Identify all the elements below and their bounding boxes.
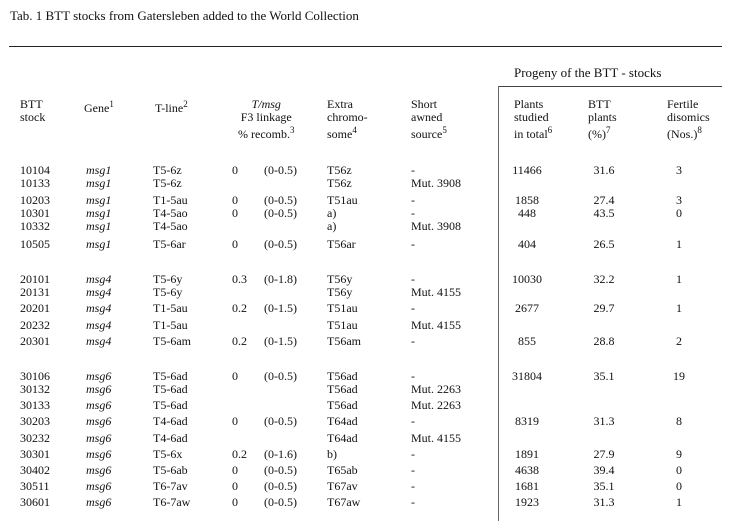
cell-extra-chromosome: T56y — [327, 272, 353, 286]
cell-tline: T5-6x — [153, 447, 183, 461]
cell-extra-chromosome: T64ad — [327, 431, 358, 445]
cell-tline: T4-6ad — [153, 414, 188, 428]
cell-gene: msg6 — [86, 414, 112, 428]
cell-fertile-disomics: 2 — [676, 334, 682, 348]
cell-short-awned: - — [411, 237, 415, 251]
cell-btt-plants: 27.4 — [593, 193, 615, 207]
cell-btt-plants: 31.6 — [593, 163, 615, 177]
cell-fertile-disomics: 0 — [676, 206, 682, 220]
cell-plants-studied: 855 — [518, 334, 536, 348]
cell-stock: 20301 — [20, 334, 50, 348]
cell-linkage-value: 0 — [232, 193, 238, 207]
cell-stock: 30132 — [20, 382, 50, 396]
cell-btt-plants: 43.5 — [593, 206, 615, 220]
cell-linkage-range: (0-0.5) — [264, 206, 297, 220]
cell-plants-studied: 4638 — [515, 463, 539, 477]
cell-tline: T5-6y — [153, 285, 183, 299]
cell-tline: T1-5au — [153, 301, 188, 315]
cell-stock: 20201 — [20, 301, 50, 315]
cell-tline: T1-5au — [153, 318, 188, 332]
cell-linkage-range: (0-1.5) — [264, 334, 297, 348]
cell-gene: msg1 — [86, 206, 112, 220]
header-short-awned: Short awned source$^5$ — [411, 97, 447, 141]
cell-linkage-value: 0.3 — [232, 272, 247, 286]
cell-stock: 10505 — [20, 237, 50, 251]
cell-extra-chromosome: T56z — [327, 163, 352, 177]
cell-fertile-disomics: 1 — [676, 272, 682, 286]
cell-linkage-range: (0-0.5) — [264, 495, 297, 509]
cell-short-awned: - — [411, 334, 415, 348]
cell-stock: 10301 — [20, 206, 50, 220]
cell-extra-chromosome: T51au — [327, 318, 358, 332]
cell-plants-studied: 31804 — [512, 369, 542, 383]
cell-linkage-value: 0 — [232, 495, 238, 509]
cell-gene: msg6 — [86, 398, 112, 412]
cell-short-awned: - — [411, 447, 415, 461]
cell-stock: 10203 — [20, 193, 50, 207]
cell-stock: 30601 — [20, 495, 50, 509]
table-title: Tab. 1 BTT stocks from Gatersleben added to the World Collection — [10, 8, 359, 23]
cell-extra-chromosome: T56ad — [327, 369, 358, 383]
cell-extra-chromosome: T56y — [327, 285, 353, 299]
cell-fertile-disomics: 0 — [676, 463, 682, 477]
cell-extra-chromosome: T67av — [327, 479, 358, 493]
cell-fertile-disomics: 1 — [676, 237, 682, 251]
cell-short-awned: - — [411, 369, 415, 383]
cell-linkage-value: 0 — [232, 463, 238, 477]
cell-stock: 30133 — [20, 398, 50, 412]
cell-tline: T5-6ad — [153, 382, 188, 396]
progeny-rule — [498, 86, 722, 87]
cell-tline: T5-6ad — [153, 398, 188, 412]
cell-short-awned: Mut. 3908 — [411, 219, 462, 233]
cell-short-awned: - — [411, 163, 415, 177]
cell-gene: msg6 — [86, 447, 112, 461]
cell-tline: T4-5ao — [153, 206, 188, 220]
cell-short-awned: - — [411, 206, 415, 220]
cell-extra-chromosome: T67aw — [327, 495, 361, 509]
cell-stock: 20131 — [20, 285, 50, 299]
cell-stock: 10104 — [20, 163, 50, 177]
cell-linkage-value: 0.2 — [232, 447, 247, 461]
progeny-header: Progeny of the BTT - stocks — [514, 65, 662, 80]
cell-linkage-range: (0-1.8) — [264, 272, 297, 286]
cell-extra-chromosome: T56ad — [327, 398, 358, 412]
cell-tline: T6-7aw — [153, 495, 191, 509]
cell-extra-chromosome: T51au — [327, 301, 358, 315]
top-rule — [9, 46, 722, 47]
header-stock: BTT stock — [20, 97, 46, 124]
cell-short-awned: Mut. 4155 — [411, 285, 462, 299]
cell-short-awned: Mut. 4155 — [411, 431, 462, 445]
cell-plants-studied: 10030 — [512, 272, 542, 286]
cell-stock: 30106 — [20, 369, 50, 383]
cell-gene: msg1 — [86, 163, 112, 177]
cell-gene: msg6 — [86, 463, 112, 477]
cell-plants-studied: 11466 — [512, 163, 542, 177]
cell-plants-studied: 404 — [518, 237, 536, 251]
cell-linkage-value: 0 — [232, 369, 238, 383]
cell-gene: msg1 — [86, 193, 112, 207]
cell-tline: T4-5ao — [153, 219, 188, 233]
cell-btt-plants: 35.1 — [593, 479, 615, 493]
cell-extra-chromosome: b) — [327, 447, 337, 461]
cell-linkage-value: 0.2 — [232, 301, 247, 315]
cell-gene: msg6 — [86, 495, 112, 509]
cell-btt-plants: 31.3 — [593, 495, 615, 509]
cell-extra-chromosome: T65ab — [327, 463, 358, 477]
cell-tline: T5-6ar — [153, 237, 186, 251]
cell-gene: msg6 — [86, 431, 112, 445]
cell-linkage-value: 0 — [232, 479, 238, 493]
cell-tline: T5-6y — [153, 272, 183, 286]
header-fertile-disomics: Fertile disomics $(Nos.)^8$ — [667, 97, 710, 141]
cell-stock: 30402 — [20, 463, 50, 477]
cell-linkage-range: (0-0.5) — [264, 463, 297, 477]
cell-stock: 20232 — [20, 318, 50, 332]
cell-btt-plants: 29.7 — [593, 301, 615, 315]
cell-gene: msg1 — [86, 237, 112, 251]
cell-gene: msg4 — [86, 272, 112, 286]
cell-tline: T6-7av — [153, 479, 188, 493]
cell-plants-studied: 448 — [518, 206, 536, 220]
cell-gene: msg6 — [86, 369, 112, 383]
header-plants-studied: Plants studied in total$^6$ — [514, 97, 553, 141]
cell-extra-chromosome: a) — [327, 219, 337, 233]
cell-stock: 30232 — [20, 431, 50, 445]
cell-short-awned: Mut. 2263 — [411, 398, 462, 412]
cell-fertile-disomics: 19 — [673, 369, 685, 383]
cell-linkage-range: (0-0.5) — [264, 163, 297, 177]
cell-short-awned: - — [411, 463, 415, 477]
cell-plants-studied: 2677 — [515, 301, 539, 315]
cell-fertile-disomics: 8 — [676, 414, 682, 428]
cell-linkage-range: (0-0.5) — [264, 237, 297, 251]
cell-linkage-value: 0 — [232, 206, 238, 220]
cell-plants-studied: 1923 — [515, 495, 539, 509]
cell-short-awned: Mut. 4155 — [411, 318, 462, 332]
cell-gene: msg6 — [86, 382, 112, 396]
cell-fertile-disomics: 1 — [676, 301, 682, 315]
cell-short-awned: - — [411, 193, 415, 207]
cell-linkage-range: (0-0.5) — [264, 414, 297, 428]
header-tline: T-line$^2$ — [155, 99, 188, 115]
cell-btt-plants: 27.9 — [593, 447, 615, 461]
cell-tline: T5-6ab — [153, 463, 188, 477]
cell-plants-studied: 8319 — [515, 414, 539, 428]
cell-plants-studied: 1858 — [515, 193, 539, 207]
cell-tline: T1-5au — [153, 193, 188, 207]
cell-gene: msg4 — [86, 334, 112, 348]
cell-extra-chromosome: T56ad — [327, 382, 358, 396]
cell-short-awned: Mut. 3908 — [411, 176, 462, 190]
cell-plants-studied: 1681 — [515, 479, 539, 493]
cell-tline: T5-6z — [153, 163, 182, 177]
cell-linkage-range: (0-0.5) — [264, 193, 297, 207]
cell-gene: msg4 — [86, 285, 112, 299]
cell-linkage-range: (0-0.5) — [264, 479, 297, 493]
cell-fertile-disomics: 1 — [676, 495, 682, 509]
cell-extra-chromosome: T56z — [327, 176, 352, 190]
cell-gene: msg4 — [86, 301, 112, 315]
cell-fertile-disomics: 9 — [676, 447, 682, 461]
cell-stock: 30511 — [20, 479, 50, 493]
cell-extra-chromosome: a) — [327, 206, 337, 220]
cell-tline: T5-6z — [153, 176, 182, 190]
cell-gene: msg6 — [86, 479, 112, 493]
cell-linkage-value: 0 — [232, 414, 238, 428]
cell-stock: 30203 — [20, 414, 50, 428]
cell-btt-plants: 31.3 — [593, 414, 615, 428]
cell-tline: T4-6ad — [153, 431, 188, 445]
cell-short-awned: - — [411, 301, 415, 315]
cell-linkage-range: (0-0.5) — [264, 369, 297, 383]
cell-stock: 20101 — [20, 272, 50, 286]
cell-btt-plants: 32.2 — [593, 272, 615, 286]
cell-short-awned: - — [411, 414, 415, 428]
cell-extra-chromosome: T56am — [327, 334, 361, 348]
header-linkage: T/msg F3 linkage % recomb.$^3$ — [238, 97, 295, 141]
cell-tline: T5-6am — [153, 334, 191, 348]
header-btt-plants: BTT plants (%)$^7$ — [588, 97, 617, 141]
cell-stock: 10133 — [20, 176, 50, 190]
cell-linkage-value: 0 — [232, 237, 238, 251]
cell-btt-plants: 26.5 — [593, 237, 615, 251]
cell-btt-plants: 35.1 — [593, 369, 615, 383]
cell-extra-chromosome: T51au — [327, 193, 358, 207]
cell-tline: T5-6ad — [153, 369, 188, 383]
header-gene: Gene$^1$ — [84, 99, 114, 115]
cell-stock: 30301 — [20, 447, 50, 461]
cell-extra-chromosome: T56ar — [327, 237, 356, 251]
cell-extra-chromosome: T64ad — [327, 414, 358, 428]
cell-btt-plants: 28.8 — [593, 334, 615, 348]
cell-plants-studied: 1891 — [515, 447, 539, 461]
cell-linkage-range: (0-1.5) — [264, 301, 297, 315]
cell-gene: msg1 — [86, 219, 112, 233]
cell-short-awned: - — [411, 495, 415, 509]
cell-linkage-range: (0-1.6) — [264, 447, 297, 461]
header-extra-chromosome: Extra chromo- some$^4$ — [327, 97, 368, 141]
cell-fertile-disomics: 0 — [676, 479, 682, 493]
cell-short-awned: Mut. 2263 — [411, 382, 462, 396]
cell-btt-plants: 39.4 — [593, 463, 615, 477]
cell-gene: msg4 — [86, 318, 112, 332]
cell-gene: msg1 — [86, 176, 112, 190]
cell-fertile-disomics: 3 — [676, 193, 682, 207]
cell-fertile-disomics: 3 — [676, 163, 682, 177]
cell-stock: 10332 — [20, 219, 50, 233]
cell-linkage-value: 0.2 — [232, 334, 247, 348]
cell-linkage-value: 0 — [232, 163, 238, 177]
cell-short-awned: - — [411, 479, 415, 493]
cell-short-awned: - — [411, 272, 415, 286]
